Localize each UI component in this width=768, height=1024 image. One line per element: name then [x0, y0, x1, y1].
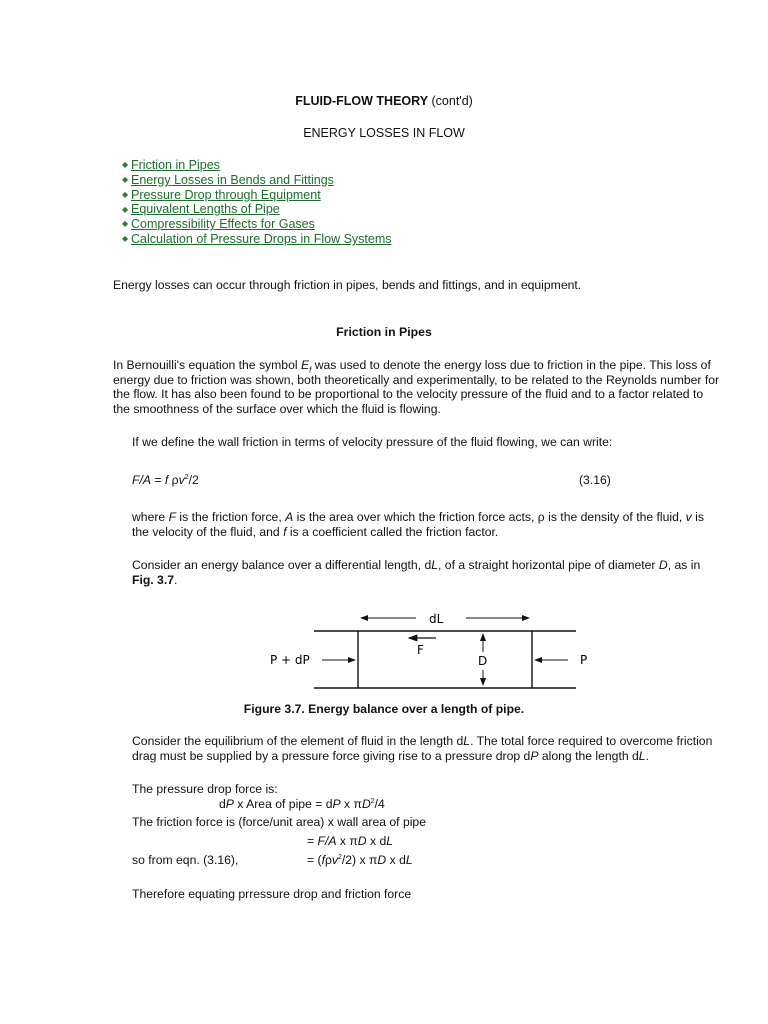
left-pressure-label: P + dP	[270, 653, 310, 667]
right-pressure-label: P	[580, 653, 588, 667]
bullet-icon: ◆	[122, 189, 129, 199]
friction-label: F	[417, 643, 424, 657]
section-heading: Friction in Pipes	[336, 325, 432, 339]
paragraph-where: where F is the friction force, A is the area over which the friction force acts, ρ is the density of the fluid, v is the velocity of the fluid, and f is a coefficient called the friction factor.	[132, 510, 704, 539]
bullet-icon: ◆	[122, 234, 129, 244]
equation-friction-force: = F/A x πD x dL	[307, 834, 394, 848]
figure-pipe-diagram	[266, 604, 586, 694]
paragraph-equilibrium: Consider the equilibrium of the element of fluid in the length dL. The total force required to overcome friction drag must be supplied by a pressure force giving rise to a pressure drop dP along the length dL.	[132, 734, 713, 763]
dl-label: dL	[429, 612, 444, 626]
equation-combined: = (fρv$^2$/2) x πD x dL	[307, 853, 413, 867]
list-item	[122, 173, 392, 188]
equation-pressure-drop: dP x Area of pipe = dP x $\pi D^2/4$	[219, 797, 385, 811]
bullet-icon: ◆	[122, 160, 129, 170]
toc-link-equivalent-lengths[interactable]: Equivalent Lengths of Pipe	[131, 202, 280, 217]
paragraph-equating: Therefore equating prressure drop and friction force	[132, 887, 412, 901]
paragraph-bernoulli: In Bernouilli's equation the symbol $E_f$ was used to denote the energy loss due to friction in the pipe. This loss of energy due to friction was shown, both theoretically and experimentally, to be related to the Reynolds number for the flow. It has also been found to be proportional to the velocity pressure of the fluid and to a factor related to the smoothness of the surface over which the fluid is flowing.	[113, 358, 720, 417]
toc-link-friction-in-pipes[interactable]: Friction in Pipes	[131, 158, 220, 172]
toc-link-calculation[interactable]: Calculation of Pressure Drops in Flow Systems	[131, 231, 392, 246]
figure-caption: Figure 3.7. Energy balance over a length of pipe.	[243, 702, 525, 716]
bullet-icon: ◆	[122, 204, 129, 214]
toc-link-pressure-drop-equipment[interactable]: Pressure Drop through Equipment	[131, 187, 321, 202]
toc-link-bends-fittings[interactable]: Energy Losses in Bends and Fittings	[131, 172, 334, 187]
pressure-drop-intro: The pressure drop force is:	[132, 782, 278, 796]
page-subtitle: ENERGY LOSSES IN FLOW	[303, 126, 465, 140]
list-item	[122, 217, 392, 232]
list-item	[122, 202, 392, 217]
bullet-icon: ◆	[122, 175, 129, 185]
list-item	[122, 188, 392, 203]
equation-3-16: F/A = f $\rho v^2/2$	[132, 473, 199, 487]
toc-list	[122, 158, 392, 247]
paragraph-wall-friction: If we define the wall friction in terms of velocity pressure of the fluid flowing, we can write:	[132, 435, 613, 449]
equation-number: (3.16)	[579, 473, 611, 487]
bullet-icon: ◆	[122, 219, 129, 229]
page-title: FLUID-FLOW THEORY (cont'd)	[295, 94, 473, 108]
friction-force-intro: The friction force is (force/unit area) x wall area of pipe	[132, 815, 426, 829]
paragraph-energy-balance: Consider an energy balance over a differential length, dL, of a straight horizontal pipe of diameter D, as in Fig. 3.7.	[132, 558, 701, 587]
list-item	[122, 232, 392, 247]
intro-paragraph: Energy losses can occur through friction in pipes, bends and fittings, and in equipment.	[113, 278, 582, 292]
list-item	[122, 158, 392, 173]
toc-link-compressibility[interactable]: Compressibility Effects for Gases	[131, 217, 315, 232]
equation-label: so from eqn. (3.16),	[132, 853, 239, 867]
diameter-label: D	[478, 654, 488, 668]
